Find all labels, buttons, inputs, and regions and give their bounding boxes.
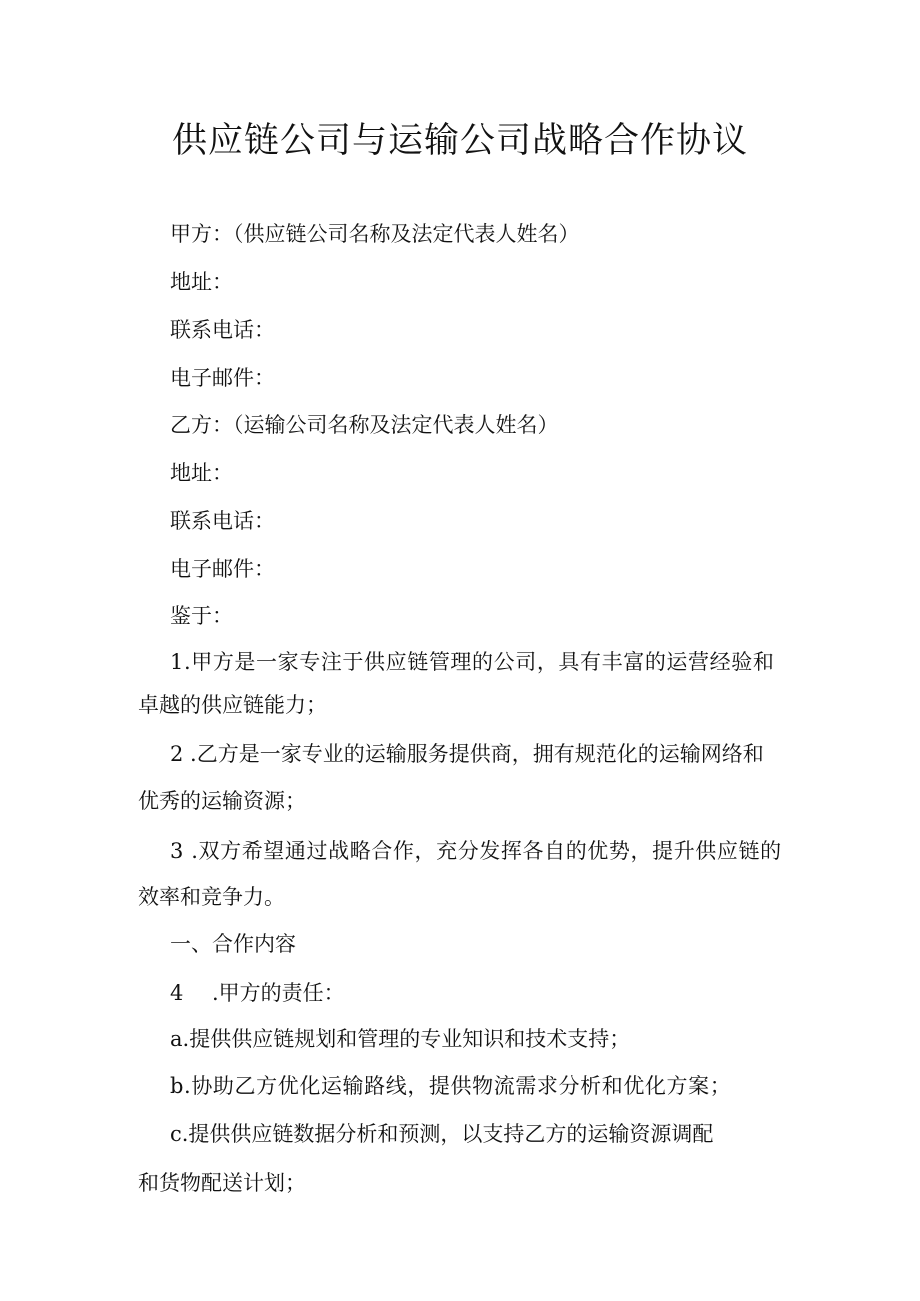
item-4-number: 4 xyxy=(170,981,184,1005)
party-b-address: 地址： xyxy=(170,461,233,485)
sub-item-a: a.提供供应链规划和管理的专业知识和技术支持； xyxy=(170,1027,631,1051)
party-a-address: 地址： xyxy=(170,270,233,294)
party-b-email: 电子邮件： xyxy=(170,557,275,581)
sub-item-c-line-2: 和货物配送计划； xyxy=(138,1171,306,1195)
party-b-label: 乙方：（运输公司名称及法定代表人姓名） xyxy=(170,413,559,437)
recital-3-line-2: 效率和竞争力。 xyxy=(138,885,285,909)
party-b-phone: 联系电话： xyxy=(170,509,275,533)
item-4-text: .甲方的责任： xyxy=(212,981,345,1005)
sub-item-c-line-1: c.提供供应链数据分析和预测，以支持乙方的运输资源调配 xyxy=(170,1122,714,1146)
sub-item-b: b.协助乙方优化运输路线，提供物流需求分析和优化方案； xyxy=(170,1074,732,1098)
recital-3-line-1: 3 .双方希望通过战略合作，充分发挥各自的优势，提升供应链的 xyxy=(170,839,782,863)
section-1-heading: 一、合作内容 xyxy=(170,932,296,956)
recital-2-line-1: 2 .乙方是一家专业的运输服务提供商，拥有规范化的运输网络和 xyxy=(170,742,764,766)
recital-2-line-2: 优秀的运输资源； xyxy=(138,789,306,813)
party-a-phone: 联系电话： xyxy=(170,318,275,342)
recital-1-line-1: 1.甲方是一家专注于供应链管理的公司，具有丰富的运营经验和 xyxy=(170,650,775,674)
party-a-label: 甲方：（供应链公司名称及法定代表人姓名） xyxy=(170,222,580,246)
document-title: 供应链公司与运输公司战略合作协议 xyxy=(171,121,748,161)
party-a-email: 电子邮件： xyxy=(170,366,275,390)
whereas-label: 鉴于： xyxy=(170,604,233,628)
recital-1-line-2: 卓越的供应链能力； xyxy=(138,693,327,717)
